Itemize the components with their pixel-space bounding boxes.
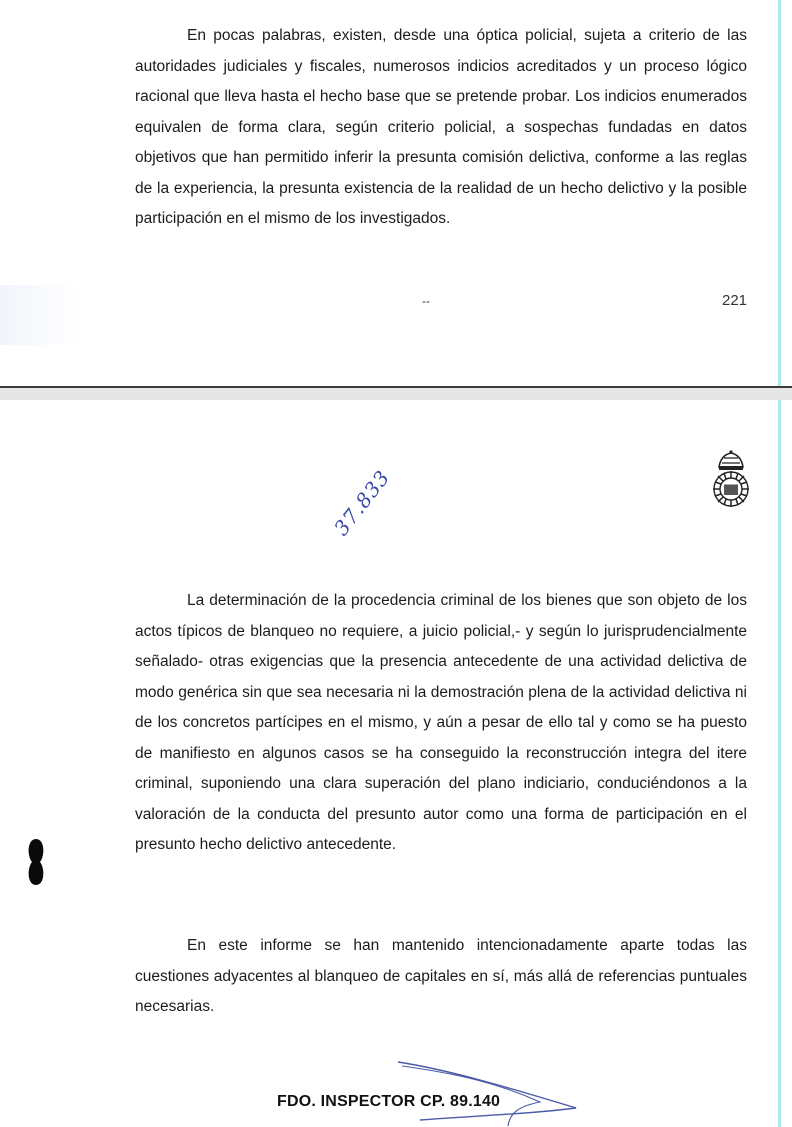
page-number: 221: [722, 292, 748, 309]
scan-edge-line: [778, 400, 781, 1127]
scan-smudge: [0, 285, 80, 345]
page-222: [0, 400, 792, 1127]
paragraph-text: La determinación de la procedencia criminal de los bienes que son objeto de los actos típicos de blanqueo no requiere, a juicio policial,- y según lo jurisprudencialmente señalado- otras exigencias que la presencia antecedente de una actividad delictiva de modo genérica sin que sea necesaria ni la demostración plena de la actividad delictiva ni de los concretos partícipes en el mismo, y aún a pesar de ello tal y como se ha puesto de manifiesto en algunos casos se ha conseguido la reconstrucción integra del itere criminal, suponiendo una clara superación del plano indiciario, conduciéndonos a la valoración de la conducta del presunto autor como una forma de participación en el presunto hecho delictivo antecedente.: [135, 592, 747, 853]
handwritten-folio-stamp: 37.833: [329, 465, 395, 540]
paragraph-criminal-origin: [135, 586, 747, 861]
scan-edge-line: [778, 0, 781, 386]
paragraph-report-scope: [135, 931, 747, 1023]
signature-label: FDO. INSPECTOR CP. 89.140: [277, 1093, 501, 1110]
footer-mark: --: [422, 294, 430, 308]
page-separator: [0, 386, 792, 400]
paragraph-text: En pocas palabras, existen, desde una óptica policial, sujeta a criterio de las autoridades judiciales y fiscales, numerosos indicios acreditados y un proceso lógico racional que lleva hasta el hecho base que se pretende probar. Los indicios enumerados equivalen de forma clara, según criterio policial, a sospechas fundadas en datos objetivos que han permitido inferir la presunta comisión delictiva, conforme a las reglas de la experiencia, la presunta existencia de la realidad de un hecho delictivo y la posible participación en el mismo de los investigados.: [135, 27, 747, 227]
binder-hole-icon: [25, 838, 47, 886]
page-221: [0, 0, 792, 386]
signature-scribble-icon: [390, 1058, 590, 1127]
paragraph-conclusion: [135, 21, 747, 235]
paragraph-text: En este informe se han mantenido intencionadamente aparte todas las cuestiones adyacentes al blanqueo de capitales en sí, más allá de referencias puntuales necesarias.: [135, 937, 747, 1015]
police-emblem-icon: [709, 449, 753, 513]
